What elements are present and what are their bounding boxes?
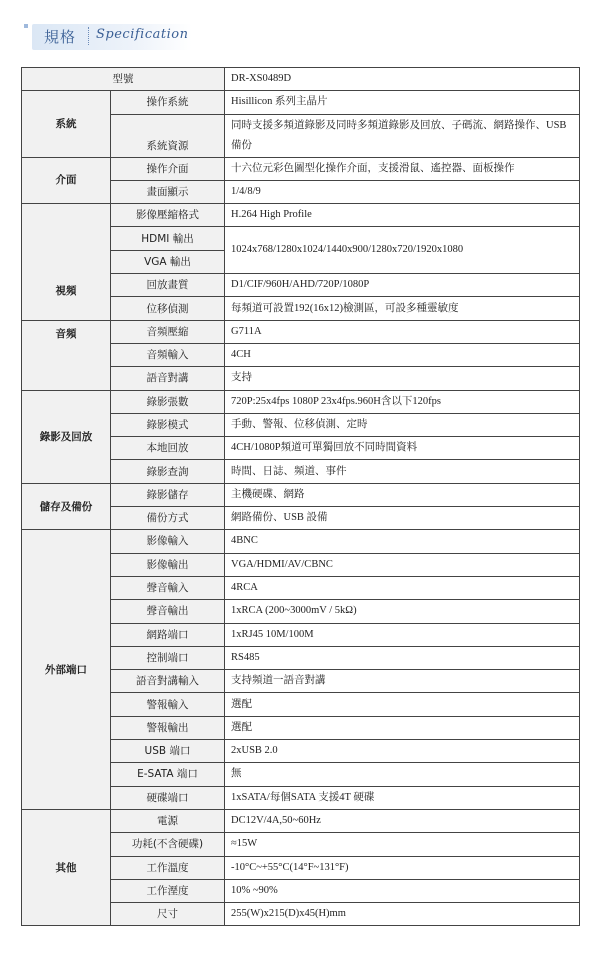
row-value: 網路備份、USB 設備 <box>225 507 580 530</box>
row-label: 操作介面 <box>111 157 225 180</box>
table-row <box>22 157 580 180</box>
row-value: 2xUSB 2.0 <box>225 740 580 763</box>
row-label: 影像壓縮格式 <box>111 204 225 227</box>
row-label: USB 端口 <box>111 740 225 763</box>
header-title-en: Specification <box>96 27 189 42</box>
row-label: 音頻壓縮 <box>111 320 225 343</box>
row-label: 影像輸出 <box>111 553 225 576</box>
row-value: 4CH <box>225 343 580 366</box>
row-value: 4BNC <box>225 530 580 553</box>
row-value: 1024x768/1280x1024/1440x900/1280x720/1920x1080 <box>225 227 580 274</box>
model-label: 型號 <box>22 68 225 91</box>
table-row <box>22 204 580 227</box>
spec-table <box>21 67 580 926</box>
row-label: 尺寸 <box>111 903 225 926</box>
row-label: 工作溼度 <box>111 879 225 902</box>
table-row <box>22 809 580 832</box>
row-value: 720P:25x4fps 1080P 23x4fps.960H含以下120fps <box>225 390 580 413</box>
row-value: 255(W)x215(D)x45(H)mm <box>225 903 580 926</box>
category-storage: 儲存及備份 <box>22 483 111 530</box>
row-label: 警報輸入 <box>111 693 225 716</box>
table-row <box>22 390 580 413</box>
table-row <box>22 91 580 114</box>
row-value: 主機硬碟、網路 <box>225 483 580 506</box>
row-value: 1/4/8/9 <box>225 180 580 203</box>
table-row <box>22 483 580 506</box>
row-value: 每頻道可設置192(16x12)檢測區，可設多種靈敏度 <box>225 297 580 320</box>
header-separator <box>88 27 89 45</box>
row-label: 錄影模式 <box>111 413 225 436</box>
row-label: 語音對講輸入 <box>111 670 225 693</box>
row-value: 支持頻道一語音對講 <box>225 670 580 693</box>
row-label: 系統資源 <box>111 114 225 157</box>
row-label: 功耗(不含硬碟) <box>111 833 225 856</box>
category-video: 視頻 <box>22 204 111 320</box>
table-row <box>22 68 580 91</box>
row-label: 電源 <box>111 809 225 832</box>
row-value: ≈15W <box>225 833 580 856</box>
row-value: 選配 <box>225 716 580 739</box>
row-label: 網路端口 <box>111 623 225 646</box>
row-label: 本地回放 <box>111 437 225 460</box>
category-audio: 音頻 <box>22 320 111 390</box>
category-system: 系統 <box>22 91 111 157</box>
category-other: 其他 <box>22 809 111 925</box>
row-value: 選配 <box>225 693 580 716</box>
row-label: 錄影張數 <box>111 390 225 413</box>
header-dot <box>24 24 28 28</box>
row-value: 1xRCA (200~3000mV / 5kΩ) <box>225 600 580 623</box>
row-value: -10°C~+55°C(14°F~131°F) <box>225 856 580 879</box>
row-value: 同時支援多頻道錄影及同時多頻道錄影及回放、子碼流、網路操作、USB 備份 <box>225 114 580 157</box>
row-value: 1xRJ45 10M/100M <box>225 623 580 646</box>
row-label: 聲音輸出 <box>111 600 225 623</box>
row-value: H.264 High Profile <box>225 204 580 227</box>
row-value: Hisillicon 系列主晶片 <box>225 91 580 114</box>
row-value: 無 <box>225 763 580 786</box>
row-label: 影像輸入 <box>111 530 225 553</box>
row-label: 錄影儲存 <box>111 483 225 506</box>
row-label: 聲音輸入 <box>111 576 225 599</box>
row-value: D1/CIF/960H/AHD/720P/1080P <box>225 274 580 297</box>
category-ports: 外部端口 <box>22 530 111 810</box>
row-label: 操作系統 <box>111 91 225 114</box>
category-interface: 介面 <box>22 157 111 204</box>
row-label: E-SATA 端口 <box>111 763 225 786</box>
row-label: 工作溫度 <box>111 856 225 879</box>
row-value: 支持 <box>225 367 580 390</box>
row-label: 位移偵測 <box>111 297 225 320</box>
row-label: VGA 輸出 <box>111 250 225 273</box>
row-value: G711A <box>225 320 580 343</box>
row-value: VGA/HDMI/AV/CBNC <box>225 553 580 576</box>
row-label: 語音對講 <box>111 367 225 390</box>
row-value: 十六位元彩色圖型化操作介面，支援滑鼠、遙控器、面板操作 <box>225 157 580 180</box>
table-row <box>22 320 580 343</box>
row-value: 時間、日誌、頻道、事件 <box>225 460 580 483</box>
row-value: 手動、警報、位移偵測、定時 <box>225 413 580 436</box>
row-label: 警報輸出 <box>111 716 225 739</box>
row-label: 備份方式 <box>111 507 225 530</box>
row-value: 4RCA <box>225 576 580 599</box>
row-value: 1xSATA/每個SATA 支援4T 硬碟 <box>225 786 580 809</box>
category-recording: 錄影及回放 <box>22 390 111 483</box>
model-value: DR-XS0489D <box>225 68 580 91</box>
spec-header <box>14 20 194 52</box>
row-label: 硬碟端口 <box>111 786 225 809</box>
row-label: HDMI 輸出 <box>111 227 225 250</box>
row-label: 音頻輸入 <box>111 343 225 366</box>
table-row <box>22 530 580 553</box>
row-value: 10% ~90% <box>225 879 580 902</box>
row-label: 畫面顯示 <box>111 180 225 203</box>
row-value: RS485 <box>225 646 580 669</box>
header-title-cn: 規格 <box>44 28 77 46</box>
row-value: 4CH/1080P頻道可單獨回放不同時間資料 <box>225 437 580 460</box>
row-label: 控制端口 <box>111 646 225 669</box>
row-label: 回放畫質 <box>111 274 225 297</box>
row-value: DC12V/4A,50~60Hz <box>225 809 580 832</box>
row-label: 錄影查詢 <box>111 460 225 483</box>
